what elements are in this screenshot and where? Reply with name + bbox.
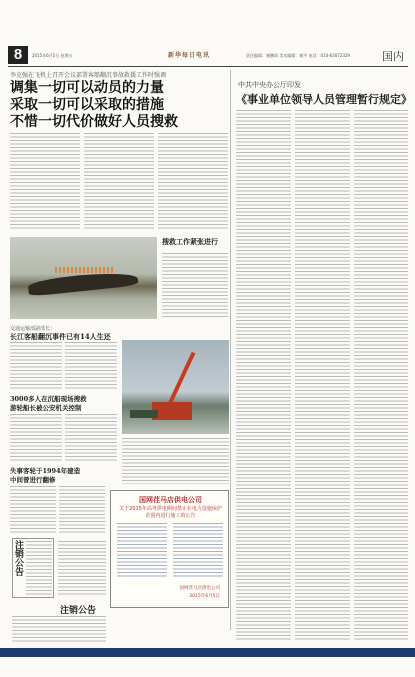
photo-caption-title: 搜救工作紧张进行 [162, 237, 218, 246]
notice-2-title: 注销公告 [60, 606, 97, 616]
regulation-col-2 [295, 110, 350, 640]
rescue-workers [55, 267, 115, 273]
subhead-1: 长江客船翻沉事件已有14人生还 [10, 332, 111, 341]
notice-2-body [12, 616, 106, 642]
regulation-title: 《事业单位领导人员管理暂行规定》 [236, 93, 412, 106]
page-header [8, 46, 408, 66]
subhead-2-line-2: 游轮船长被公安机关控制 [10, 404, 82, 412]
article-1-col-2 [65, 342, 117, 390]
notice-1b-body [58, 541, 106, 595]
photo-caption [162, 237, 228, 319]
page-number: 8 [8, 46, 28, 64]
ad-subtitle: 关于2015年高考供电期间禁止在电力设施保护范围内进行施工的公告 [119, 506, 222, 519]
article-3-col-2 [59, 486, 105, 534]
article-1-col-1 [10, 342, 62, 390]
subhead-3-line-1: 失事客轮于1994年建造 [10, 467, 81, 475]
lead-body-col-3 [158, 133, 228, 231]
article-3-col-1 [10, 486, 56, 534]
crane-photo [122, 340, 229, 434]
subhead-3-line-2: 中间曾进行翻修 [10, 476, 56, 484]
masthead: 新华每日电讯 [168, 52, 211, 59]
regulation-col-1 [236, 110, 291, 640]
ad-body-col-2 [173, 523, 223, 579]
lead-headline-1: 调集一切可以动员的力量 [10, 80, 164, 96]
column-divider [230, 70, 231, 630]
ad-signature: 国网荏马店供电公司 [179, 586, 220, 591]
subhead-2-line-1: 3000多人在沉船现场搜救 [10, 395, 87, 403]
ad-body-col-1 [117, 523, 167, 579]
header-rule [8, 66, 408, 67]
lead-body-col-2 [84, 133, 154, 231]
rescue-photo [10, 237, 157, 319]
regulation-kicker: 中共中央办公厅印发 [238, 81, 301, 89]
section-title: 国内 [382, 50, 404, 63]
notice-1-title: 注销公告 [13, 540, 23, 576]
crane-caption-body [122, 438, 229, 484]
editor-line: 责任编辑：谢鹏琛 美术编辑：谢平 电话：010-63072329 [246, 53, 350, 58]
lead-headline-3: 不惜一切代价做好人员搜救 [10, 114, 178, 130]
power-company-notice [110, 490, 229, 608]
ad-date: 2015年6月5日 [189, 594, 220, 599]
notice-1-body [26, 541, 52, 595]
ad-title: 国网荏马店供电公司 [139, 495, 202, 504]
regulation-col-3 [354, 110, 408, 640]
photo-caption-body [162, 253, 228, 319]
crane-vessel [152, 402, 192, 420]
rescue-boat [130, 410, 158, 418]
lead-body-col-1 [10, 133, 80, 231]
subhead-1-kicker: 交通运输部副部长： [10, 326, 56, 332]
lead-kicker: 李克强在飞机上召开会议部署客船翻沉事故救援工作时强调 [10, 72, 167, 79]
capsized-hull [27, 269, 138, 296]
article-2-col-2 [65, 414, 117, 462]
issue-date: 2015年6月5日 星期五 [32, 53, 73, 58]
footer-bar [0, 648, 415, 657]
lead-headline-2: 采取一切可以采取的措施 [10, 97, 164, 113]
article-2-col-1 [10, 414, 62, 462]
